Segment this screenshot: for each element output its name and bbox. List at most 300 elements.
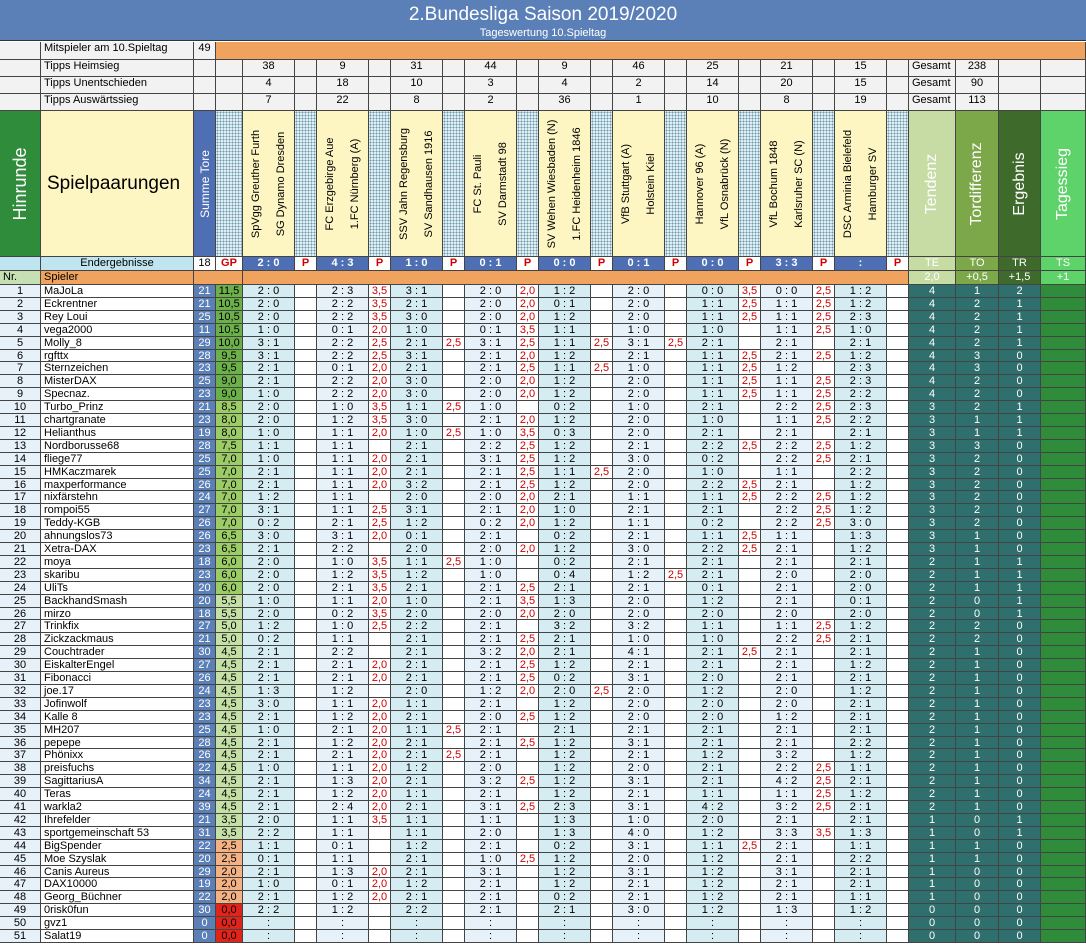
player-te: 3 [909,427,956,440]
match-header [539,111,591,257]
player-tip: : [761,917,813,930]
player-tip: 1 : 2 [687,904,739,917]
player-tip: 1 : 0 [687,414,739,427]
p-label: P [295,257,317,271]
player-to: 2 [956,388,999,401]
player-points: 2,5 [517,737,539,749]
player-points: 2,0 [369,324,391,337]
player-points [813,672,835,685]
player-tip: 1 : 0 [243,724,295,737]
player-tip: 1 : 2 [835,479,887,491]
player-ts [1041,814,1086,827]
player-points: 3,5 [369,569,391,582]
player-tip: 3 : 1 [613,775,665,788]
player-tip: 0 : 2 [539,530,591,543]
player-points [295,453,317,466]
player-tip: 1 : 2 [835,504,887,517]
player-tr: 0 [999,737,1041,749]
player-tip: 2 : 1 [613,350,665,362]
player-tip: 2 : 1 [243,737,295,749]
player-tip: 2 : 2 [761,762,813,775]
player-tip: 2 : 0 [613,762,665,775]
player-tr: 0 [999,930,1041,943]
player-name: warkla2 [41,801,194,814]
scoring-value: +1 [1041,271,1086,285]
player-tip: 1 : 2 [317,788,369,801]
player-points [739,517,761,530]
home-team: VfL Bochum 1848 [767,139,780,228]
blank [887,94,909,111]
player-ts [1041,582,1086,595]
page-subtitle: Tageswertung 10.Spieltag [479,27,607,39]
player-ts [1041,595,1086,608]
player-tip: 1 : 0 [317,620,369,633]
player-ts [1041,775,1086,788]
player-te: 3 [909,530,956,543]
blank [665,60,687,77]
player-tip: 1 : 2 [835,543,887,556]
player-tip: 1 : 2 [835,440,887,453]
player-points [887,453,909,466]
player-points: 2,0 [369,698,391,711]
player-tip: 1 : 2 [539,711,591,724]
player-tip: 1 : 1 [317,427,369,440]
player-tip: 1 : 2 [539,878,591,891]
player-tip: 2 : 1 [465,672,517,685]
player-te: 2 [909,749,956,762]
player-tip: 1 : 1 [687,491,739,504]
player-tip: 1 : 1 [761,620,813,633]
player-to: 2 [956,504,999,517]
player-sum: 25 [194,466,216,479]
tipps-unent-value: 20 [761,77,813,94]
player-nr: 8 [0,375,41,388]
player-tip: 1 : 0 [465,401,517,414]
player-te: 3 [909,479,956,491]
player-points: 2,5 [739,491,761,504]
player-tip: 2 : 1 [243,711,295,724]
player-points [443,930,465,943]
player-te: 3 [909,504,956,517]
player-sum: 26 [194,517,216,530]
player-tip: 2 : 0 [613,466,665,479]
player-points: 2,5 [369,517,391,530]
player-to: 2 [956,517,999,530]
player-points [665,659,687,672]
player-points: 2,5 [443,724,465,737]
away-team: 1.FC Nürnberg (A) [349,138,362,229]
blank [194,77,216,94]
player-name: Kalle 8 [41,711,194,724]
player-tip: 1 : 2 [539,659,591,672]
player-tip: 2 : 1 [687,646,739,659]
player-points [295,582,317,595]
player-points [739,749,761,762]
player-sum: 23 [194,698,216,711]
player-gp: 5,5 [216,595,243,608]
player-points: 2,5 [517,582,539,595]
player-ts [1041,698,1086,711]
player-points [591,633,613,646]
player-sum: 20 [194,582,216,595]
p-label: P [739,257,761,271]
player-to: 1 [956,414,999,427]
player-points [295,698,317,711]
player-sum: 18 [194,608,216,620]
player-tip: 4 : 2 [687,801,739,814]
player-tip: : [465,930,517,943]
player-tip: 1 : 1 [687,362,739,375]
player-tr: 0 [999,866,1041,878]
tendenz-label: Tendenz [923,153,940,214]
player-tip: 2 : 1 [613,659,665,672]
player-points [887,595,909,608]
player-tip: 2 : 1 [539,633,591,646]
player-te: 3 [909,453,956,466]
player-tip: 2 : 1 [761,672,813,685]
blank [194,94,216,111]
player-points [295,788,317,801]
player-points [665,401,687,414]
player-tip: 1 : 1 [761,530,813,543]
player-points [813,362,835,375]
player-points: 2,5 [813,388,835,401]
player-points: 2,0 [369,427,391,440]
player-tip: 2 : 1 [835,556,887,569]
player-tip: 4 : 1 [613,646,665,659]
player-tip: 1 : 2 [539,762,591,775]
player-name: BackhandSmash [41,595,194,608]
player-points [443,388,465,401]
player-sum: 21 [194,298,216,311]
player-te: 4 [909,285,956,298]
player-points: 3,5 [517,595,539,608]
player-gp: 8,5 [216,401,243,414]
player-tip: 1 : 3 [317,866,369,878]
home-team: FC Erzgebirge Aue [323,137,336,230]
player-points [443,814,465,827]
player-points [887,775,909,788]
player-tip: 1 : 1 [761,324,813,337]
player-nr: 21 [0,543,41,556]
home-team: SpVgg Greuther Furth [249,129,262,238]
player-tip: 0 : 0 [687,285,739,298]
tagessieg-label: Tagessieg [1054,147,1071,220]
player-tip: 1 : 1 [761,414,813,427]
player-nr: 20 [0,530,41,543]
player-points: 2,5 [591,362,613,375]
player-to: 1 [956,762,999,775]
player-nr: 10 [0,401,41,414]
player-tip: 3 : 0 [391,388,443,401]
player-points: 3,5 [369,556,391,569]
player-points [813,608,835,620]
player-tip: 2 : 0 [243,401,295,414]
player-tip: : [687,917,739,930]
player-tr: 1 [999,827,1041,840]
player-tip: 3 : 1 [613,840,665,853]
player-tip: 2 : 1 [243,479,295,491]
player-points [295,930,317,943]
player-sum: 29 [194,337,216,350]
player-te: 1 [909,827,956,840]
player-tip: 2 : 1 [613,556,665,569]
player-points [739,801,761,814]
player-points: 2,0 [517,608,539,620]
player-points [739,633,761,646]
player-name: joe.17 [41,685,194,698]
player-tip: 1 : 1 [687,840,739,853]
player-points [739,698,761,711]
player-tip: 2 : 2 [317,375,369,388]
player-ts [1041,749,1086,762]
player-tip: 2 : 0 [465,388,517,401]
player-points: 2,0 [517,311,539,324]
scoring-te: TE [909,257,956,271]
player-tip: 2 : 1 [687,775,739,788]
player-tip: 2 : 1 [465,530,517,543]
player-sum: 23 [194,711,216,724]
player-gp: 3,5 [216,827,243,840]
player-tip: 1 : 1 [391,724,443,737]
player-tip: 1 : 2 [835,749,887,762]
player-tip: 2 : 1 [465,724,517,737]
player-points: 2,0 [517,388,539,401]
player-tip: 2 : 1 [243,672,295,685]
player-tip: 1 : 1 [317,814,369,827]
blank [591,77,613,94]
player-te: 4 [909,375,956,388]
player-sum: 23 [194,414,216,427]
player-points [443,917,465,930]
player-to: 2 [956,375,999,388]
player-te: 2 [909,608,956,620]
player-tr: 0 [999,672,1041,685]
mitspieler-value: 49 [194,42,216,60]
player-points [887,414,909,427]
player-tip: 1 : 2 [539,388,591,401]
player-points [295,646,317,659]
player-points [887,427,909,440]
tipps-ausw-value: 19 [835,94,887,111]
player-gp: 10,5 [216,324,243,337]
player-tip: 1 : 1 [243,840,295,853]
player-to: 2 [956,401,999,414]
player-nr: 12 [0,427,41,440]
player-tip: 2 : 0 [687,608,739,620]
player-tip: 2 : 2 [687,479,739,491]
blank [517,77,539,94]
player-name: chartgranate [41,414,194,427]
player-points [887,749,909,762]
player-tip: 2 : 1 [465,891,517,904]
player-tip: 3 : 1 [465,453,517,466]
blank [295,77,317,94]
player-points [813,685,835,698]
player-points [369,646,391,659]
tipps-unent-value: 2 [613,77,665,94]
player-points: 3,5 [369,298,391,311]
player-points: 2,5 [517,711,539,724]
player-points [591,698,613,711]
player-points: 2,0 [369,866,391,878]
player-tip: 2 : 1 [613,749,665,762]
player-points [813,840,835,853]
player-tip: : [317,917,369,930]
player-tip: 2 : 2 [317,388,369,401]
player-tr: 0 [999,891,1041,904]
player-tip: 1 : 2 [687,595,739,608]
player-points [739,866,761,878]
player-to: 0 [956,891,999,904]
player-tip: 2 : 0 [613,685,665,698]
player-points: 2,5 [739,646,761,659]
tipps-ausw-value: 36 [539,94,591,111]
player-points: 2,0 [369,891,391,904]
player-tip: 1 : 3 [317,775,369,788]
player-points [591,620,613,633]
player-points [369,827,391,840]
player-sum: 19 [194,427,216,440]
blank [813,77,835,94]
player-points [665,814,687,827]
player-tip: 2 : 1 [243,659,295,672]
player-points [591,285,613,298]
player-nr: 19 [0,517,41,530]
player-points [665,840,687,853]
player-points [443,698,465,711]
player-points [813,749,835,762]
player-points [295,827,317,840]
player-points [665,801,687,814]
player-tip: 2 : 1 [243,362,295,375]
player-points [887,724,909,737]
player-points [665,711,687,724]
player-gp: 4,5 [216,775,243,788]
player-points: 2,5 [517,440,539,453]
player-points [443,595,465,608]
player-points [517,891,539,904]
player-points: 2,5 [739,298,761,311]
player-points [887,866,909,878]
player-tip: 2 : 2 [317,298,369,311]
player-gp: 4,5 [216,659,243,672]
player-points [665,582,687,595]
player-tip: 1 : 2 [317,891,369,904]
player-nr: 44 [0,840,41,853]
player-te: 2 [909,775,956,788]
player-sum: 29 [194,866,216,878]
player-points [739,711,761,724]
player-tip: 2 : 2 [761,504,813,517]
player-points [813,814,835,827]
player-sum: 25 [194,375,216,388]
player-tip: : [687,930,739,943]
player-tip: 2 : 0 [243,298,295,311]
player-points [517,827,539,840]
player-ts [1041,453,1086,466]
player-to: 2 [956,324,999,337]
player-tip: 2 : 0 [761,569,813,582]
player-points [591,401,613,414]
player-tip: 2 : 2 [761,633,813,646]
player-points [739,466,761,479]
player-sum: 22 [194,891,216,904]
player-points [887,440,909,453]
player-points [443,788,465,801]
player-points [591,711,613,724]
player-name: rgfttx [41,350,194,362]
player-points [295,620,317,633]
player-tr: 1 [999,298,1041,311]
player-tip: 2 : 0 [243,569,295,582]
player-tip: 1 : 0 [243,762,295,775]
player-tr: 0 [999,350,1041,362]
player-gp: 8,0 [216,414,243,427]
player-points [665,530,687,543]
player-sum: 27 [194,504,216,517]
player-points: 2,5 [443,337,465,350]
player-points: 2,0 [369,749,391,762]
blank [369,77,391,94]
tipps-unent-value: 3 [465,77,517,94]
player-points [591,504,613,517]
player-nr: 43 [0,827,41,840]
p-label: P [517,257,539,271]
blank [369,94,391,111]
player-tr: 0 [999,466,1041,479]
player-points: 2,5 [443,401,465,414]
blank [295,60,317,77]
player-points [887,840,909,853]
player-tip: 2 : 0 [243,556,295,569]
player-tr: 0 [999,749,1041,762]
header-tagessieg [1041,111,1086,257]
player-tip: : [465,917,517,930]
player-points [813,646,835,659]
player-name: SagittariusA [41,775,194,788]
player-gp: 5,5 [216,608,243,620]
player-tip: 1 : 2 [391,569,443,582]
player-tr: 0 [999,375,1041,388]
player-nr: 15 [0,466,41,479]
player-points [739,620,761,633]
player-points [591,324,613,337]
player-points: 2,0 [517,646,539,659]
match-header [317,111,369,257]
player-tr: 0 [999,530,1041,543]
player-points: 2,5 [369,337,391,350]
player-sum: 23 [194,569,216,582]
player-tip: 1 : 2 [539,749,591,762]
player-points [517,814,539,827]
player-tip: 1 : 2 [835,788,887,801]
player-tip: 2 : 1 [835,453,887,466]
player-tip: 2 : 2 [687,543,739,556]
player-sum: 11 [194,324,216,337]
player-points: 2,0 [517,350,539,362]
player-points [739,814,761,827]
player-to: 0 [956,827,999,840]
player-nr: 14 [0,453,41,466]
player-tip: 2 : 0 [613,285,665,298]
player-tip: 2 : 2 [835,388,887,401]
player-tip: 2 : 0 [687,698,739,711]
player-points [813,866,835,878]
player-tip: 1 : 1 [317,762,369,775]
player-gp: 7,0 [216,504,243,517]
player-tip: 2 : 0 [465,311,517,324]
